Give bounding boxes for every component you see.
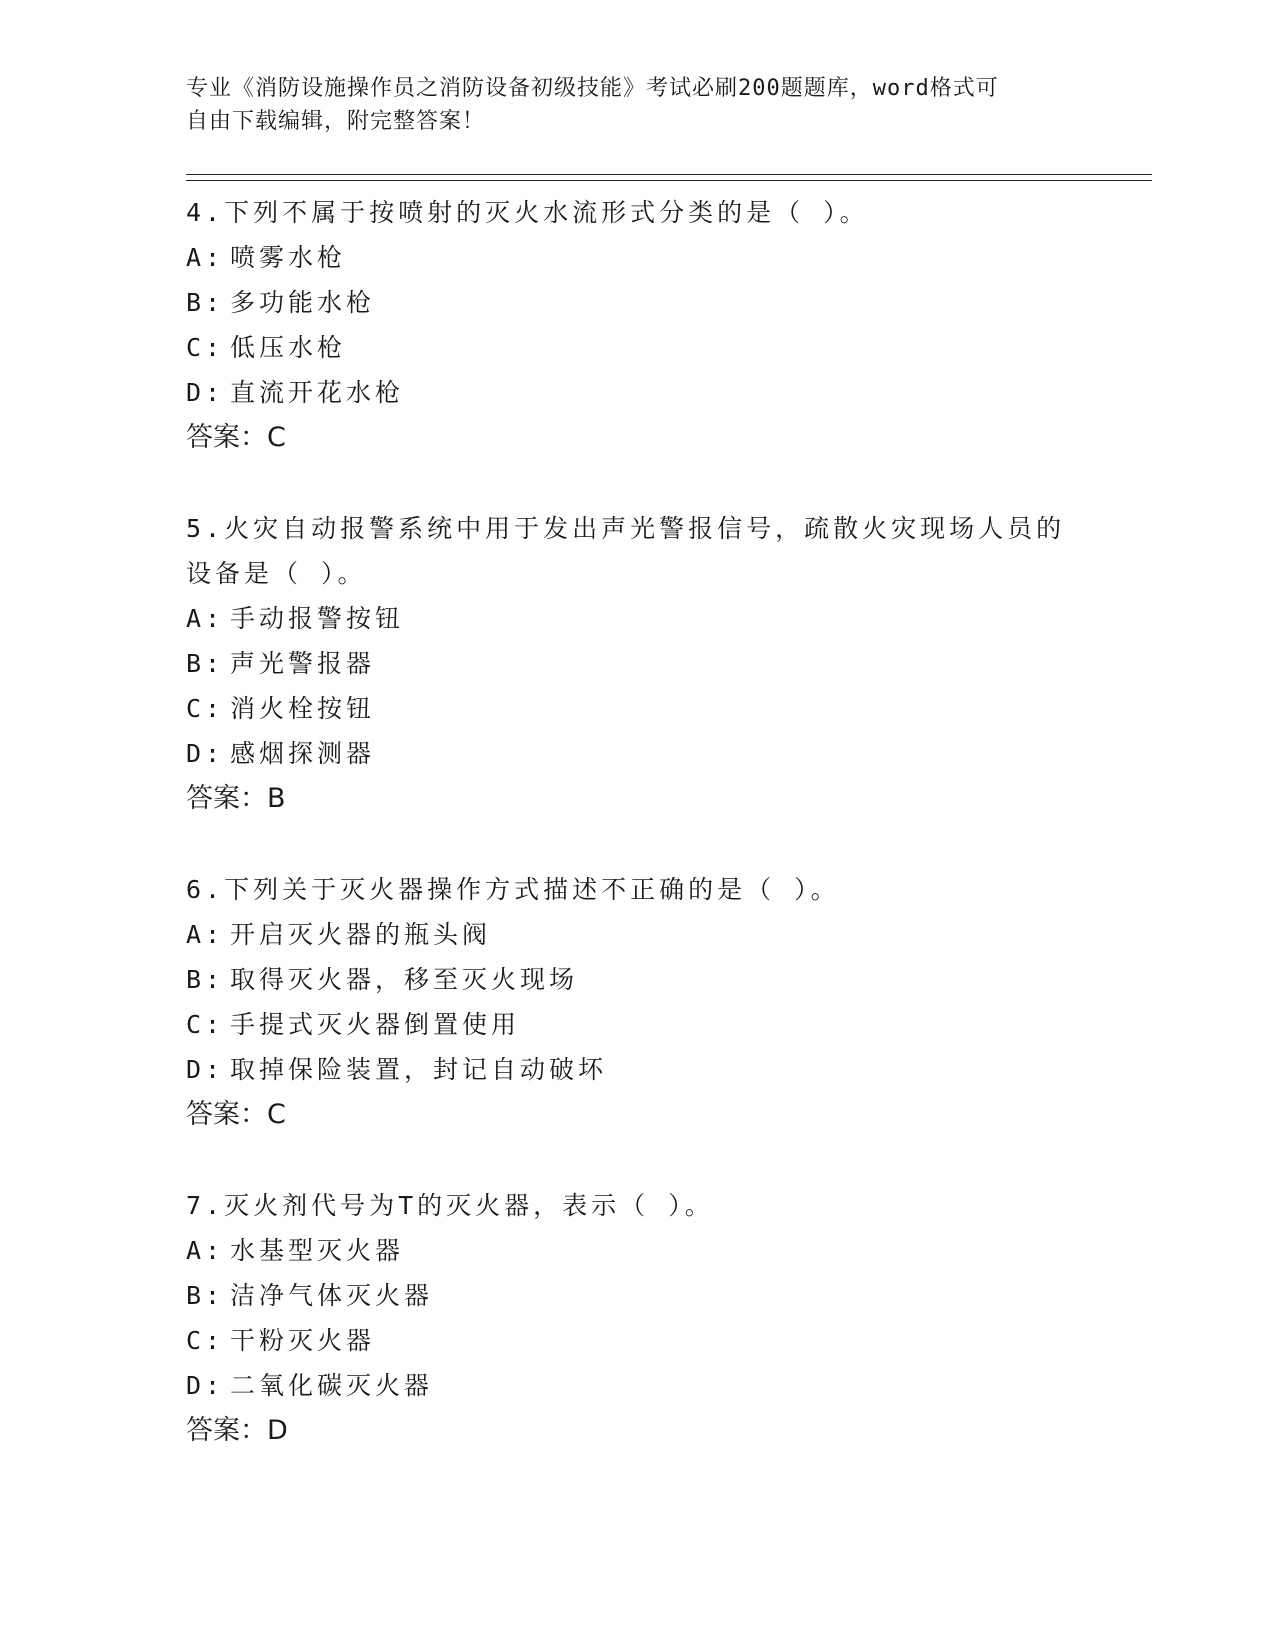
option-text: 手动报警按钮	[230, 604, 405, 633]
option-letter: B:	[186, 288, 225, 317]
option-b	[186, 957, 1086, 1002]
option-text: 喷雾水枪	[230, 243, 347, 272]
option-text: 水基型灭火器	[230, 1236, 405, 1265]
document-header	[186, 72, 1086, 138]
question-5	[186, 506, 1086, 821]
option-letter: C:	[186, 1010, 225, 1039]
option-b	[186, 1273, 1086, 1318]
header-line-2: 自由下载编辑，附完整答案！	[186, 109, 486, 134]
option-d	[186, 370, 1086, 415]
option-letter: B:	[186, 649, 225, 678]
option-letter: A:	[186, 604, 225, 633]
option-d	[186, 731, 1086, 776]
option-text: 开启灭火器的瓶头阀	[230, 920, 492, 949]
option-letter: A:	[186, 1236, 225, 1265]
option-text: 取得灭火器，移至灭火现场	[230, 965, 579, 994]
header-divider-bottom	[186, 180, 1152, 181]
option-text: 多功能水枪	[230, 288, 376, 317]
question-stem: 7.灭火剂代号为T的灭火器，表示（ ）。	[186, 1191, 714, 1220]
answer-line: 答案：D	[186, 1415, 288, 1446]
option-c	[186, 686, 1086, 731]
question-stem: 6.下列关于灭火器操作方式描述不正确的是（ ）。	[186, 875, 840, 904]
option-text: 干粉灭火器	[230, 1326, 376, 1355]
option-a	[186, 1228, 1086, 1273]
option-text: 二氧化碳灭火器	[230, 1371, 434, 1400]
question-spacer	[186, 460, 1086, 506]
option-a	[186, 912, 1086, 957]
answer-line: 答案：C	[186, 422, 286, 453]
option-text: 消火栓按钮	[230, 694, 376, 723]
answer-line: 答案：C	[186, 1099, 286, 1130]
option-d	[186, 1047, 1086, 1092]
option-letter: D:	[186, 1055, 225, 1084]
option-text: 取掉保险装置，封记自动破坏	[230, 1055, 608, 1084]
answer-line: 答案：B	[186, 783, 286, 814]
header-line-1: 专业《消防设施操作员之消防设备初级技能》考试必刷200题题库，word格式可	[186, 76, 999, 101]
option-text: 声光警报器	[230, 649, 376, 678]
option-c	[186, 325, 1086, 370]
option-letter: B:	[186, 965, 225, 994]
question-spacer	[186, 821, 1086, 867]
question-7	[186, 1183, 1086, 1453]
question-6	[186, 867, 1086, 1137]
question-4	[186, 190, 1086, 460]
option-letter: D:	[186, 1371, 225, 1400]
option-letter: A:	[186, 243, 225, 272]
question-list	[186, 190, 1086, 1453]
option-letter: B:	[186, 1281, 225, 1310]
option-text: 感烟探测器	[230, 739, 376, 768]
option-b	[186, 641, 1086, 686]
header-divider-top	[186, 174, 1152, 175]
option-c	[186, 1318, 1086, 1363]
option-letter: C:	[186, 694, 225, 723]
option-c	[186, 1002, 1086, 1047]
option-d	[186, 1363, 1086, 1408]
question-stem: 4.下列不属于按喷射的灭火水流形式分类的是（ ）。	[186, 198, 869, 227]
question-spacer	[186, 1137, 1086, 1183]
option-letter: C:	[186, 333, 225, 362]
option-b	[186, 280, 1086, 325]
option-letter: D:	[186, 378, 225, 407]
option-text: 直流开花水枪	[230, 378, 405, 407]
question-stem-line-1: 5.火灾自动报警系统中用于发出声光警报信号，疏散火灾现场人员的	[186, 514, 1066, 543]
option-text: 低压水枪	[230, 333, 347, 362]
option-a	[186, 596, 1086, 641]
option-letter: D:	[186, 739, 225, 768]
question-stem-line-2: 设备是（ ）。	[186, 559, 367, 588]
option-letter: A:	[186, 920, 225, 949]
option-a	[186, 235, 1086, 280]
option-text: 洁净气体灭火器	[230, 1281, 434, 1310]
option-text: 手提式灭火器倒置使用	[230, 1010, 521, 1039]
option-letter: C:	[186, 1326, 225, 1355]
